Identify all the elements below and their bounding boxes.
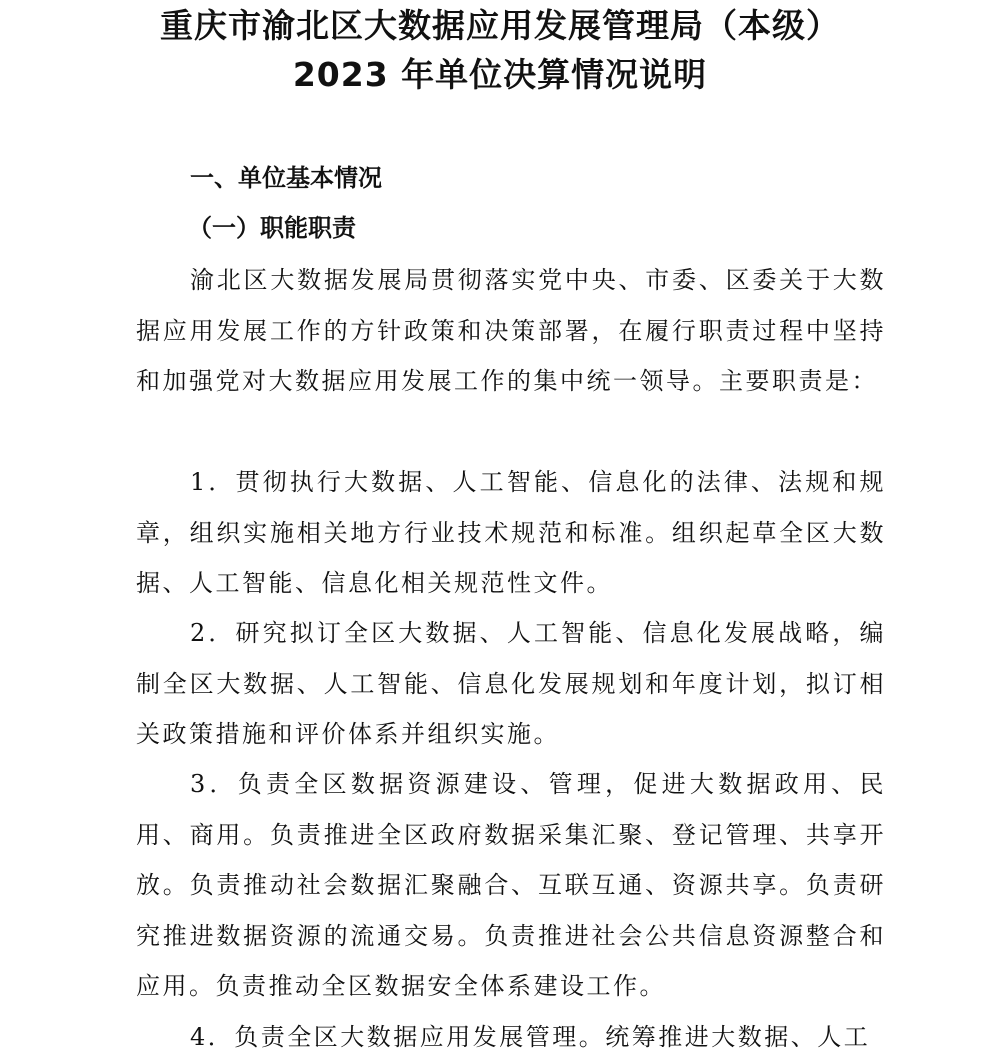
document-title-line-2: 2023 年单位决算情况说明 (292, 55, 708, 94)
subsection-heading-functions: （一）职能职责 (188, 213, 356, 242)
section-heading-basic-info: 一、单位基本情况 (190, 164, 382, 192)
paragraph-item-3: 3．负责全区数据资源建设、管理，促进大数据政用、民用、商用。负责推进全区政府数据采集汇聚、登记管理、共享开放。负责推动社会数据汇聚融合、互联互通、资源共享。负责研究推进数据资源的流通交易。负责推进社会公共信息资源整合和应用。负责推动全区数据安全体系建设工作。 (136, 770, 886, 1000)
paragraph-item-1: 1．贯彻执行大数据、人工智能、信息化的法律、法规和规章，组织实施相关地方行业技术规范和标准。组织起草全区大数据、人工智能、信息化相关规范性文件。 (136, 468, 886, 597)
paragraph-intro: 渝北区大数据发展局贯彻落实党中央、市委、区委关于大数据应用发展工作的方针政策和决策部署，在履行职责过程中坚持和加强党对大数据应用发展工作的集中统一领导。主要职责是： (136, 266, 886, 395)
paragraph-item-2: 2．研究拟订全区大数据、人工智能、信息化发展战略，编制全区大数据、人工智能、信息化发展规划和年度计划，拟订相关政策措施和评价体系并组织实施。 (136, 619, 886, 748)
document-title-line-1: 重庆市渝北区大数据应用发展管理局（本级） (160, 6, 840, 45)
paragraph-item-4: 4．负责全区大数据应用发展管理。统筹推进大数据、人工 (190, 1023, 871, 1051)
